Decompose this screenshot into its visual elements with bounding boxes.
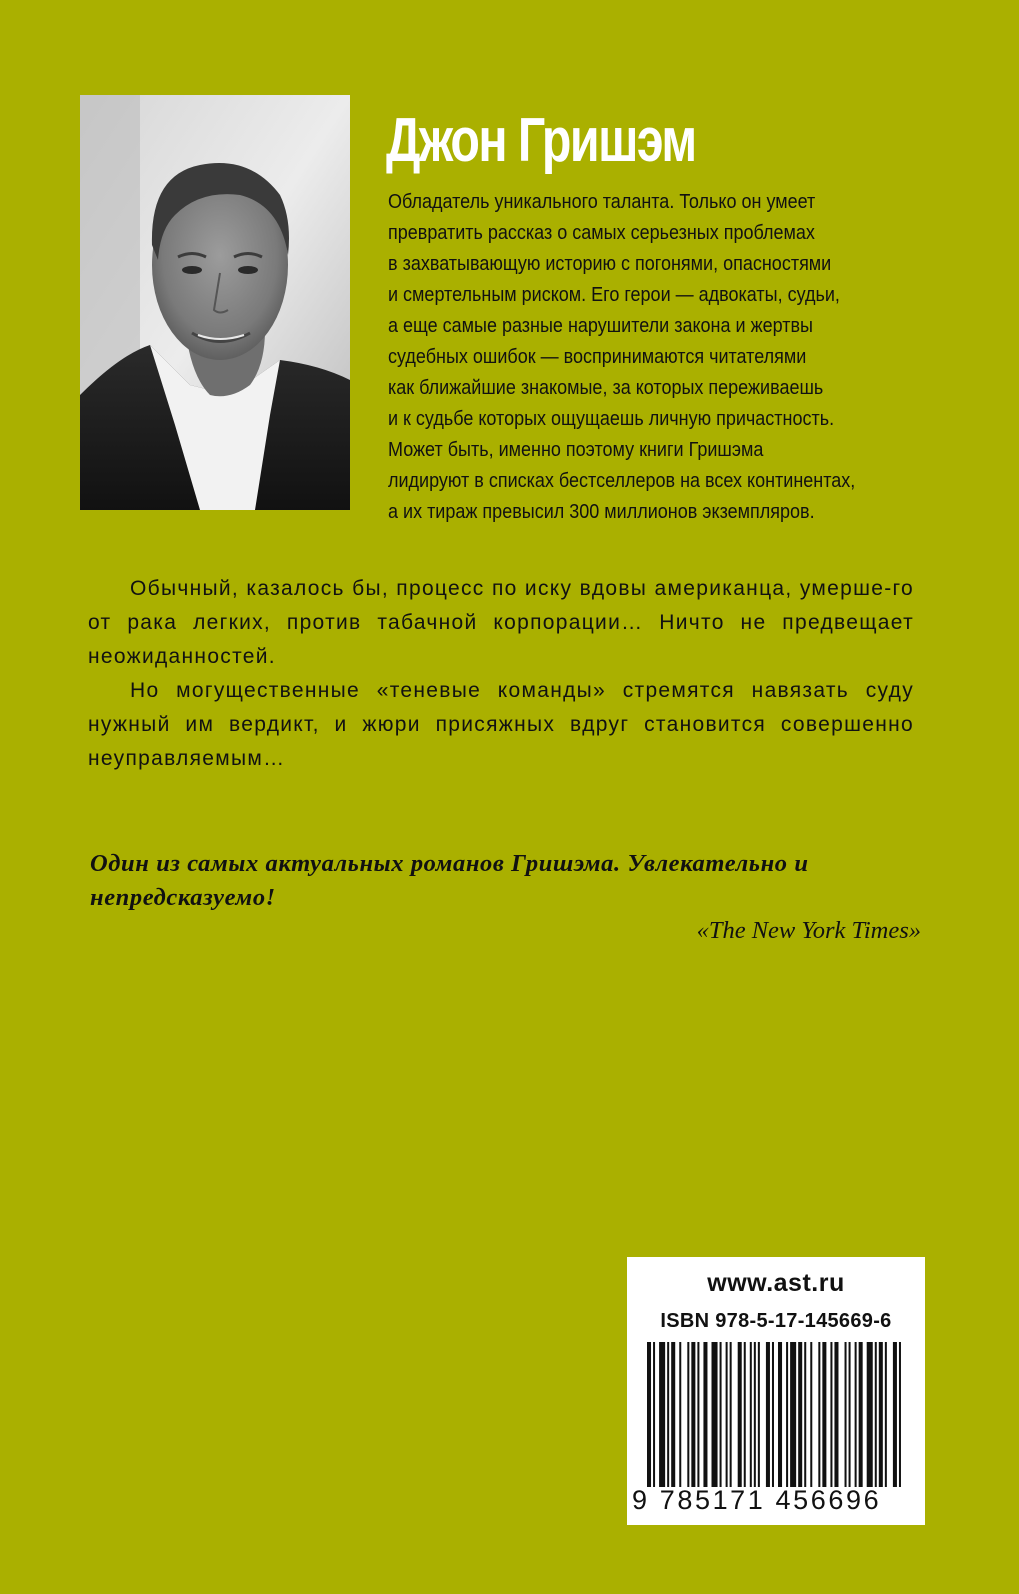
bio-line: лидируют в списках бестселлеров на всех континентах, — [388, 470, 856, 492]
barcode-bar — [744, 1342, 746, 1487]
barcode-bar — [750, 1342, 752, 1487]
barcode-bar — [758, 1342, 760, 1487]
author-name-heading: Джон Гришэм — [386, 106, 696, 175]
bio-line: Может быть, именно поэтому книги Гришэма — [388, 439, 764, 461]
barcode-bar — [845, 1342, 847, 1487]
bio-line: Обладатель уникального таланта. Только он умеет — [388, 191, 816, 213]
barcode-bar — [726, 1342, 728, 1487]
bio-line: и смертельным риском. Его герои — адвокаты, судьи, — [388, 284, 840, 306]
synopsis-paragraph: Но могущественные «теневые команды» стремятся навязать суду нужный им вердикт, и жюри присяжных вдруг становится совершенно неуправляемым… — [88, 679, 914, 770]
barcode-bar — [778, 1342, 782, 1487]
bio-line: как ближайшие знакомые, за которых переживаешь — [388, 377, 824, 399]
barcode-bar — [786, 1342, 788, 1487]
barcode-image — [647, 1342, 905, 1487]
barcode-bar — [899, 1342, 901, 1487]
barcode-bar — [659, 1342, 665, 1487]
barcode-bar — [867, 1342, 873, 1487]
barcode-bar — [679, 1342, 681, 1487]
barcode-bar — [703, 1342, 707, 1487]
barcode-bar — [818, 1342, 820, 1487]
barcode-bar — [772, 1342, 774, 1487]
barcode-panel — [627, 1257, 925, 1525]
review-quote: Один из самых актуальных романов Гришэма. Увлекательно и непредсказуемо! — [90, 850, 809, 911]
barcode-bar — [790, 1342, 796, 1487]
synopsis-paragraph: Обычный, казалось бы, процесс по иску вдовы американца, умерше-го от рака легких, против табачной корпорации… Ничто не предвещает неожиданностей. — [88, 577, 914, 668]
barcode-digits: 9 785171 456696 — [632, 1485, 882, 1515]
barcode-bar — [859, 1342, 863, 1487]
barcode-bar — [855, 1342, 857, 1487]
author-bio — [388, 187, 892, 528]
barcode-bar — [647, 1342, 651, 1487]
barcode-bar — [720, 1342, 722, 1487]
barcode-bar — [849, 1342, 851, 1487]
bio-line: судебных ошибок — воспринимаются читателями — [388, 346, 807, 368]
barcode-bar — [697, 1342, 699, 1487]
barcode-bar — [822, 1342, 826, 1487]
review-source: «The New York Times» — [696, 917, 921, 944]
barcode-bar — [738, 1342, 742, 1487]
barcode-bar — [712, 1342, 718, 1487]
barcode-bar — [875, 1342, 877, 1487]
isbn-number: ISBN 978-5-17-145669-6 — [660, 1310, 892, 1332]
author-portrait-image — [80, 95, 350, 510]
bio-line: превратить рассказ о самых серьезных проблемах — [388, 222, 815, 244]
barcode-bar — [885, 1342, 887, 1487]
barcode-bar — [830, 1342, 832, 1487]
bio-line: и к судьбе которых ощущаешь личную причастность. — [388, 408, 835, 430]
barcode-bar — [754, 1342, 756, 1487]
barcode-bar — [810, 1342, 812, 1487]
barcode-bar — [804, 1342, 806, 1487]
barcode-bar — [798, 1342, 802, 1487]
barcode-bar — [653, 1342, 655, 1487]
barcode-bar — [667, 1342, 669, 1487]
barcode-bar — [766, 1342, 770, 1487]
bio-line: в захватывающую историю с погонями, опасностями — [388, 253, 832, 275]
barcode-bar — [687, 1342, 689, 1487]
barcode-bar — [671, 1342, 675, 1487]
book-synopsis — [88, 572, 914, 776]
barcode-bar — [834, 1342, 838, 1487]
barcode-bar — [730, 1342, 732, 1487]
author-photo — [80, 95, 350, 510]
bio-line: а их тираж превысил 300 миллионов экземпляров. — [388, 501, 815, 523]
barcode-bar — [691, 1342, 695, 1487]
publisher-website: www.ast.ru — [707, 1269, 845, 1297]
barcode-bar — [879, 1342, 883, 1487]
bio-line: а еще самые разные нарушители закона и жертвы — [388, 315, 813, 337]
barcode-bar — [893, 1342, 897, 1487]
